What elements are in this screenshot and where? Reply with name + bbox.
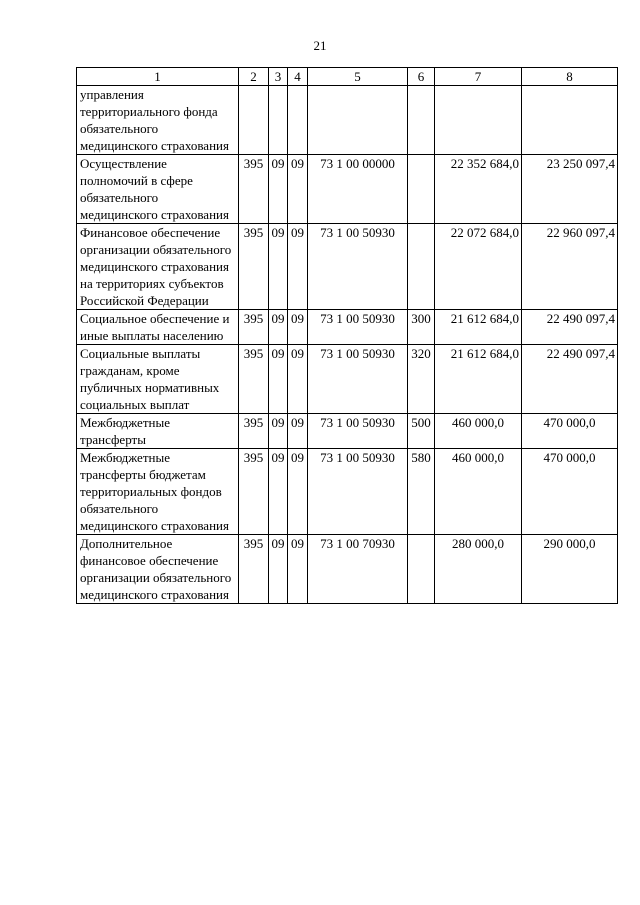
row-rz-cell: 09 [269, 224, 288, 310]
row-name-cell: управления территориального фонда обязательного медицинского страхования [77, 86, 239, 155]
row-year2-cell: 470 000,0 [522, 449, 618, 535]
row-name-cell: Межбюджетные трансферты бюджетам территориальных фондов обязательного медицинского страхования [77, 449, 239, 535]
row-gr-cell: 395 [239, 310, 269, 345]
row-name-cell: Дополнительное финансовое обеспечение организации обязательного медицинского страхования [77, 535, 239, 604]
row-rz-cell: 09 [269, 345, 288, 414]
table-row [77, 310, 618, 345]
row-name-cell: Социальные выплаты гражданам, кроме публичных нормативных социальных выплат [77, 345, 239, 414]
row-pr-cell: 09 [288, 224, 308, 310]
row-name-cell: Социальное обеспечение и иные выплаты населению [77, 310, 239, 345]
row-gr-cell: 395 [239, 155, 269, 224]
row-rz-cell: 09 [269, 449, 288, 535]
row-year2-cell: 290 000,0 [522, 535, 618, 604]
row-gr-cell: 395 [239, 535, 269, 604]
row-year2-cell: 22 960 097,4 [522, 224, 618, 310]
row-year2-cell [522, 86, 618, 155]
row-vr-cell [408, 535, 435, 604]
row-gr-cell: 395 [239, 345, 269, 414]
row-year1-cell: 21 612 684,0 [435, 310, 522, 345]
column-header: 3 [269, 68, 288, 86]
row-year2-cell: 22 490 097,4 [522, 345, 618, 414]
row-vr-cell [408, 155, 435, 224]
row-gr-cell: 395 [239, 224, 269, 310]
column-header: 7 [435, 68, 522, 86]
row-vr-cell: 500 [408, 414, 435, 449]
row-cs-cell: 73 1 00 50930 [308, 224, 408, 310]
table-row [77, 224, 618, 310]
row-name-cell: Финансовое обеспечение организации обязательного медицинского страхования на территориях субъектов Российской Федерации [77, 224, 239, 310]
row-rz-cell: 09 [269, 414, 288, 449]
row-rz-cell: 09 [269, 535, 288, 604]
table-row [77, 535, 618, 604]
row-year1-cell: 460 000,0 [435, 414, 522, 449]
row-year2-cell: 22 490 097,4 [522, 310, 618, 345]
row-rz-cell: 09 [269, 310, 288, 345]
row-cs-cell: 73 1 00 50930 [308, 310, 408, 345]
column-header: 2 [239, 68, 269, 86]
page-number: 21 [313, 38, 327, 53]
column-header: 6 [408, 68, 435, 86]
row-vr-cell [408, 86, 435, 155]
row-pr-cell: 09 [288, 155, 308, 224]
row-year1-cell: 22 072 684,0 [435, 224, 522, 310]
row-year1-cell [435, 86, 522, 155]
row-vr-cell: 580 [408, 449, 435, 535]
row-cs-cell: 73 1 00 50930 [308, 449, 408, 535]
row-vr-cell: 300 [408, 310, 435, 345]
row-name-cell: Осуществление полномочий в сфере обязательного медицинского страхования [77, 155, 239, 224]
row-rz-cell: 09 [269, 155, 288, 224]
row-rz-cell [269, 86, 288, 155]
row-year1-cell: 21 612 684,0 [435, 345, 522, 414]
column-header: 8 [522, 68, 618, 86]
table-row [77, 345, 618, 414]
row-year2-cell: 470 000,0 [522, 414, 618, 449]
row-cs-cell: 73 1 00 50930 [308, 414, 408, 449]
row-cs-cell: 73 1 00 70930 [308, 535, 408, 604]
row-cs-cell: 73 1 00 50930 [308, 345, 408, 414]
row-year1-cell: 460 000,0 [435, 449, 522, 535]
row-gr-cell: 395 [239, 414, 269, 449]
row-pr-cell: 09 [288, 310, 308, 345]
row-cs-cell [308, 86, 408, 155]
row-vr-cell [408, 224, 435, 310]
table-row [77, 155, 618, 224]
column-header: 5 [308, 68, 408, 86]
row-gr-cell: 395 [239, 449, 269, 535]
table-row [77, 414, 618, 449]
table-row [77, 86, 618, 155]
row-pr-cell: 09 [288, 414, 308, 449]
column-header: 4 [288, 68, 308, 86]
table-row [77, 449, 618, 535]
column-header: 1 [77, 68, 239, 86]
row-year2-cell: 23 250 097,4 [522, 155, 618, 224]
row-name-cell: Межбюджетные трансферты [77, 414, 239, 449]
row-pr-cell: 09 [288, 535, 308, 604]
budget-table [76, 67, 618, 604]
row-pr-cell [288, 86, 308, 155]
row-vr-cell: 320 [408, 345, 435, 414]
table-header-row [77, 68, 618, 86]
row-cs-cell: 73 1 00 00000 [308, 155, 408, 224]
row-year1-cell: 22 352 684,0 [435, 155, 522, 224]
row-pr-cell: 09 [288, 345, 308, 414]
row-year1-cell: 280 000,0 [435, 535, 522, 604]
row-pr-cell: 09 [288, 449, 308, 535]
row-gr-cell [239, 86, 269, 155]
